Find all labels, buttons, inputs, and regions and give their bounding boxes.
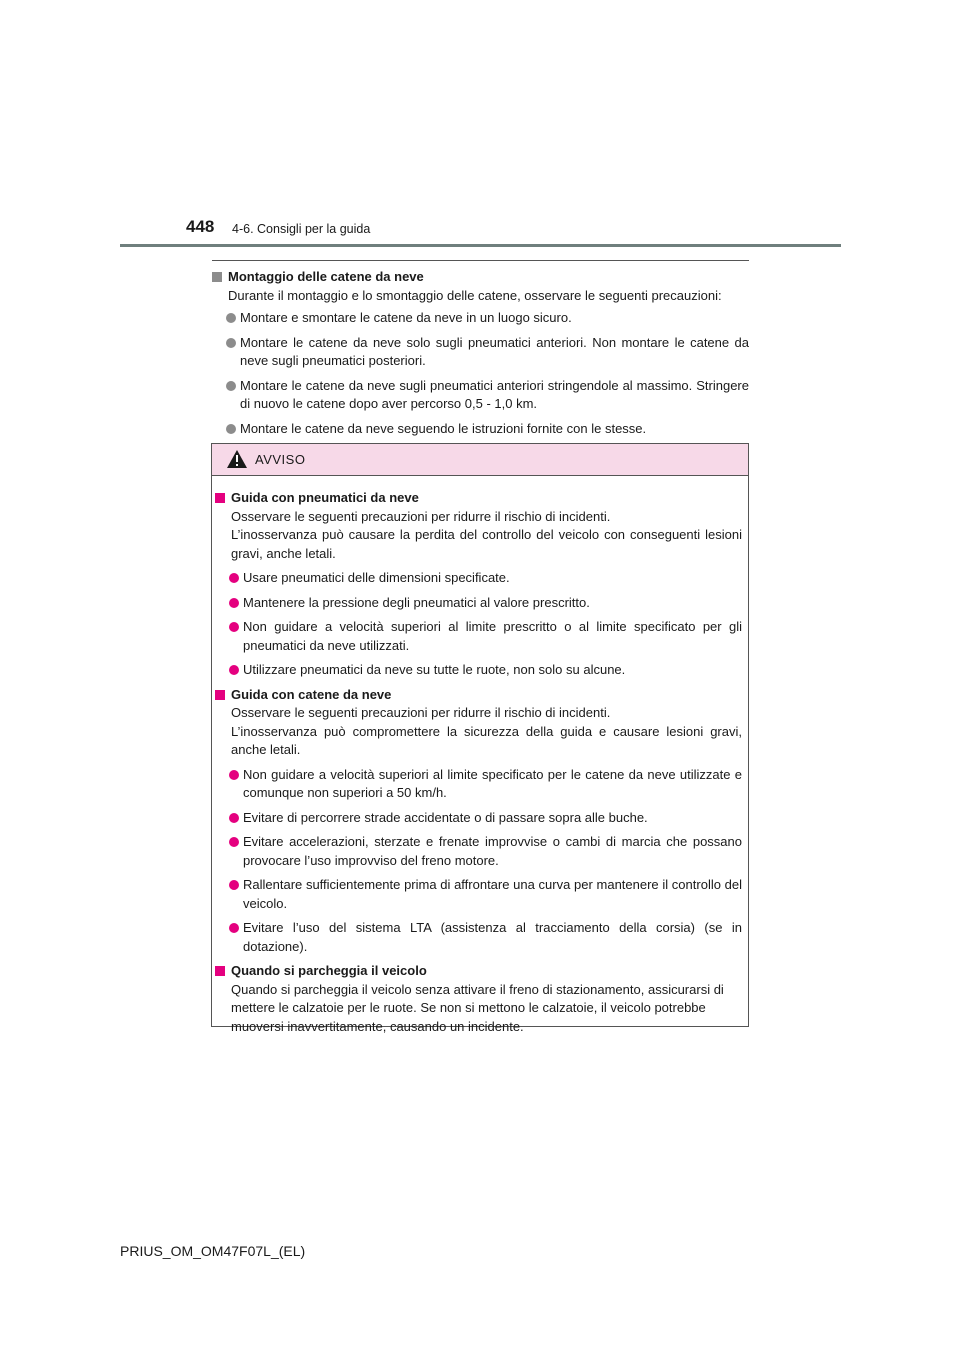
warning-section-heading [215,489,742,508]
grey-bullet-icon [226,381,236,391]
list-item-text: Montare le catene da neve seguendo le istruzioni fornite con le stesse. [240,420,647,436]
list-item [215,919,742,956]
list-item [212,420,749,439]
header-divider [120,244,841,247]
list-item-text: Montare le catene da neve solo sugli pneumatici anteriori. Non montare le catene da neve sugli pneumatici posteriori. [240,334,749,368]
warning-triangle-icon [227,450,247,468]
pink-bullet-icon [229,923,239,933]
section-heading [212,268,749,287]
warning-section-heading [215,962,742,981]
pink-bullet-icon [229,837,239,847]
warning-title: AVVISO [255,452,306,467]
content-divider [212,260,749,261]
warning-paragraph: Osservare le seguenti precauzioni per ridurre il rischio di incidenti. [231,705,611,720]
pink-bullet-icon [229,813,239,823]
list-item-text: Montare le catene da neve sugli pneumatici anteriori stringendole al massimo. Stringere di nuovo le catene dopo aver percorso 0,5 - 1,0 km. [240,377,749,411]
warning-section-heading-text: Guida con catene da neve [231,686,392,702]
list-item [215,594,742,613]
pink-bullet-icon [229,622,239,632]
document-code: PRIUS_OM_OM47F07L_(EL) [120,1243,306,1259]
warning-paragraph: L’inosservanza può compromettere la sicurezza della guida e causare lesioni gravi, anche letali. [231,723,742,757]
list-item [212,377,749,414]
list-item [215,618,742,655]
list-item [215,876,742,913]
list-item-text: Usare pneumatici delle dimensioni specificate. [243,570,510,585]
warning-section-heading-text: Quando si parcheggia il veicolo [231,963,427,978]
list-item-text: Evitare accelerazioni, sterzate e frenate improvvise o cambi di marcia che possano provocare l’uso improvviso del freno motore. [243,834,742,868]
pink-bullet-icon [229,880,239,890]
list-item-text: Utilizzare pneumatici da neve su tutte le ruote, non solo su alcune. [243,662,626,677]
warning-paragraph: L’inosservanza può causare la perdita del controllo del veicolo con conseguenti lesioni gravi, anche letali. [231,527,742,561]
pink-bullet-icon [229,573,239,583]
pink-square-marker-icon [215,493,225,503]
pink-bullet-icon [229,598,239,608]
section-heading-text: Montaggio delle catene da neve [228,269,424,284]
section-title: 4-6. Consigli per la guida [232,222,371,236]
grey-bullet-icon [226,313,236,323]
grey-bullet-icon [226,424,236,434]
list-item [215,833,742,870]
list-item-text: Evitare di percorrere strade accidentate o di passare sopra alle buche. [243,809,648,825]
pink-square-marker-icon [215,690,225,700]
pink-bullet-icon [229,770,239,780]
snow-chain-section [212,268,749,444]
warning-paragraph: Quando si parcheggia il veicolo senza attivare il freno di stazionamento, assicurarsi di mettere le calzatoie per le ruote. Se non si mettono le calzatoie, il veicolo potrebbe muoversi inavvertitamente, causando un incidente. [231,981,724,1034]
warning-header [212,444,748,476]
grey-bullet-icon [226,338,236,348]
list-item-text: Non guidare a velocità superiori al limite prescritto o al limite specificato per gli pneumatici da neve utilizzati. [243,619,742,653]
warning-body [212,476,748,1036]
list-item-text: Evitare l’uso del sistema LTA (assistenza al tracciamento della corsia) (se in dotazione). [243,920,742,954]
list-item [215,809,742,828]
list-item-text: Rallentare sufficientemente prima di affrontare una curva per mantenere il controllo del veicolo. [243,877,742,911]
pink-bullet-icon [229,665,239,675]
list-item-text: Non guidare a velocità superiori al limite specificato per le catene da neve utilizzate e comunque non superiori a 50 km/h. [243,766,742,800]
warning-section-heading-text: Guida con pneumatici da neve [231,490,419,505]
list-item [215,661,742,680]
pink-square-marker-icon [215,966,225,976]
section-intro: Durante il montaggio e lo smontaggio delle catene, osservare le seguenti precauzioni: [228,287,722,303]
list-item-text: Mantenere la pressione degli pneumatici al valore prescritto. [243,594,590,610]
list-item [215,569,742,588]
list-item [212,309,749,328]
list-item [212,334,749,371]
grey-square-marker-icon [212,272,222,282]
list-item-text: Montare e smontare le catene da neve in un luogo sicuro. [240,310,572,325]
warning-box [211,443,749,1034]
page-number: 448 [186,217,215,236]
warning-paragraph: Osservare le seguenti precauzioni per ridurre il rischio di incidenti. [231,508,611,524]
list-item [215,766,742,803]
warning-section-heading [215,686,742,705]
